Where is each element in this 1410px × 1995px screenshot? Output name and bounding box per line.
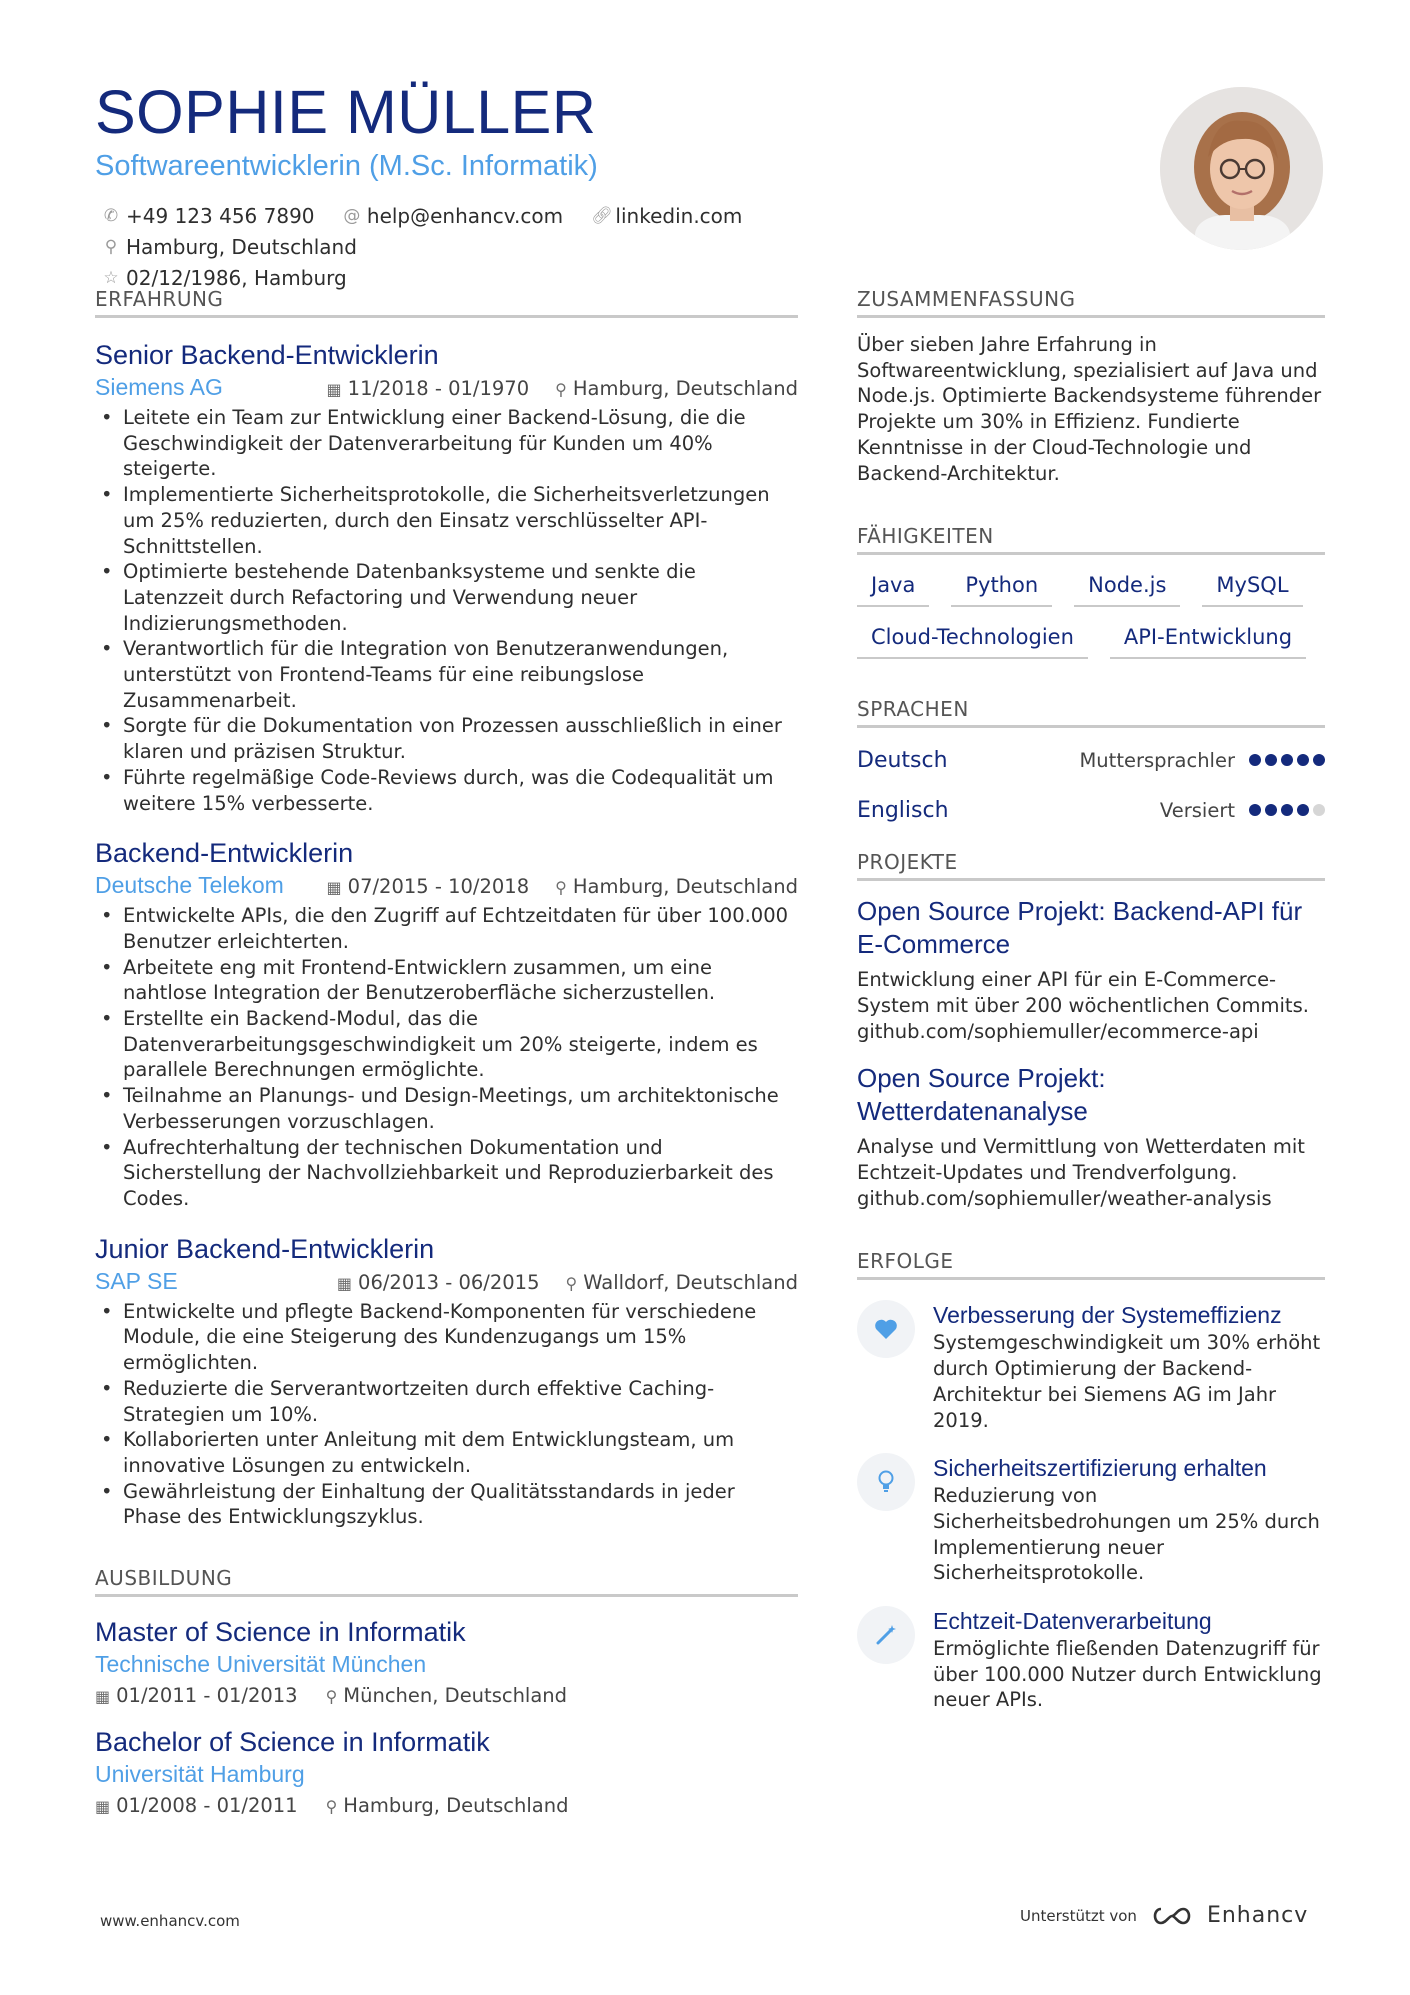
education-item (95, 1725, 798, 1817)
job-meta-details (337, 1271, 798, 1294)
rating-dots (1249, 804, 1325, 816)
at-icon: @ (343, 206, 361, 226)
skill-tag: MySQL (1202, 569, 1302, 607)
job-meta-details (327, 377, 798, 400)
contact-phone (102, 202, 315, 231)
job-bullets (95, 903, 798, 1211)
bullet-item: • Sorgte für die Dokumentation von Prozessen ausschließlich in einer klaren und präzisen Struktur. (95, 713, 798, 764)
language-name: Deutsch (857, 747, 948, 773)
language-item (857, 792, 1325, 828)
rating-dot (1297, 804, 1309, 816)
rating-dot (1265, 754, 1277, 766)
rating-dot (1313, 754, 1325, 766)
phone-text: +49 123 456 7890 (126, 204, 315, 228)
rating-dot (1249, 754, 1261, 766)
contact-info (102, 200, 1032, 293)
skill-tag: Node.js (1074, 569, 1180, 607)
rating-dot (1249, 804, 1261, 816)
calendar-icon: ▦ (326, 878, 342, 898)
job-bullets (95, 405, 798, 816)
projects-heading: PROJEKTE (857, 850, 1325, 881)
calendar-icon: ▦ (336, 1273, 353, 1293)
school-name: Technische Universität München (95, 1651, 427, 1678)
contact-location (102, 233, 357, 262)
bullet-item: • Optimierte bestehende Datenbanksysteme und senkte die Latenzzeit durch Refactoring und Verwendung neuer Indizierungsmethoden. (95, 559, 798, 636)
profile-photo (1160, 87, 1323, 250)
job-dates (337, 1271, 540, 1294)
project-title: Open Source Projekt: Backend-API für E-Commerce (857, 896, 1303, 960)
bullet-item: • Arbeitete eng mit Frontend-Entwicklern zusammen, um eine nahtlose Integration der Benutzeroberfläche sicherzustellen. (95, 955, 798, 1006)
education-dates (95, 1794, 298, 1817)
job-meta (95, 1268, 798, 1295)
job-bullets (95, 1299, 798, 1530)
job-meta (95, 374, 798, 401)
star-icon: ☆ (103, 268, 119, 288)
company-name: SAP SE (95, 1267, 178, 1294)
job-location-text: Walldorf, Deutschland (583, 1270, 798, 1294)
language-item (857, 742, 1325, 778)
skill-tag: Python (951, 569, 1052, 607)
languages-heading: SPRACHEN (857, 697, 1325, 728)
job-dates-text: 11/2018 - 01/1970 (347, 377, 530, 400)
achievement-body (933, 1606, 1325, 1713)
bullet-item: • Leitete ein Team zur Entwicklung einer Backend-Lösung, die die Geschwindigkeit der Datenverarbeitung für Kunden um 40% steigerte. (95, 405, 798, 482)
contact-email[interactable] (343, 202, 563, 231)
location-text: Hamburg, Deutschland (126, 235, 357, 259)
language-name: Englisch (857, 797, 949, 823)
language-level: Versiert (1159, 798, 1235, 822)
company-name: Deutsche Telekom (95, 872, 284, 899)
achievement-description: Ermöglichte fließenden Datenzugriff für über 100.000 Nutzer durch Entwicklung neuer APIs. (933, 1637, 1322, 1712)
bullet-item: • Führte regelmäßige Code-Reviews durch, was die Codequalität um weitere 15% verbesserte. (95, 765, 798, 816)
degree-title: Master of Science in Informatik (95, 1617, 466, 1648)
job-dates-text: 07/2015 - 10/2018 (347, 875, 530, 899)
skills-list (857, 569, 1325, 659)
bullet-item: • Gewährleistung der Einhaltung der Qualitätsstandards in jeder Phase des Entwicklungszyklus. (95, 1479, 798, 1530)
footer-brand-block (1020, 1903, 1308, 1928)
rating-dot (1281, 804, 1293, 816)
achievement-body (933, 1453, 1325, 1586)
bullet-item: • Verantwortlich für die Integration von Benutzeranwendungen, unterstützt von Frontend-Teams für eine reibungslose Zusammenarbeit. (95, 636, 798, 713)
candidate-title: Softwareentwicklerin (M.Sc. Informatik) (95, 150, 598, 182)
school-name: Universität Hamburg (95, 1761, 305, 1788)
rating-dot (1281, 754, 1293, 766)
achievement-item (857, 1606, 1325, 1713)
skill-tag: Java (857, 569, 929, 607)
achievement-title: Verbesserung der Systemeffizienz (933, 1302, 1282, 1329)
lightbulb-icon (857, 1453, 915, 1511)
location-pin-icon: ⚲ (565, 1273, 578, 1293)
rating-dot (1265, 804, 1277, 816)
calendar-icon: ▦ (326, 380, 342, 399)
rating-dot (1297, 754, 1309, 766)
experience-heading: ERFAHRUNG (95, 287, 798, 318)
achievement-title: Echtzeit-Datenverarbeitung (933, 1608, 1212, 1635)
bullet-item: • Teilnahme an Planungs- und Design-Meetings, um architektonische Verbesserungen vorzuschlagen. (95, 1083, 798, 1134)
magic-wand-icon-svg (874, 1623, 898, 1647)
job-meta (95, 872, 798, 899)
experience-item (95, 1232, 798, 1530)
education-location-text: Hamburg, Deutschland (343, 1794, 569, 1818)
language-proficiency (1160, 799, 1325, 822)
job-dates-text: 06/2013 - 06/2015 (358, 1270, 540, 1294)
job-title: Senior Backend-Entwicklerin (95, 340, 439, 370)
bullet-item: • Entwickelte und pflegte Backend-Komponenten für verschiedene Module, die eine Steigerung des Kundenzugangs um 15% ermöglichten. (95, 1299, 798, 1376)
footer-powered-by: Unterstützt von (1020, 1906, 1137, 1925)
achievement-body (933, 1300, 1325, 1433)
location-pin-icon: ⚲ (555, 380, 567, 399)
project-item (857, 895, 1325, 1044)
skills-heading: FÄHIGKEITEN (857, 524, 1325, 555)
education-location-text: München, Deutschland (343, 1684, 568, 1708)
right-column (857, 287, 1325, 1713)
achievement-description: Systemgeschwindigkeit um 30% erhöht durch Optimierung der Backend-Architektur bei Siemens AG im Jahr 2019. (933, 1331, 1321, 1432)
language-proficiency (1079, 749, 1325, 772)
bullet-item: • Aufrechterhaltung der technischen Dokumentation und Sicherstellung der Nachvollziehbarkeit und Reproduzierbarkeit des Codes. (95, 1135, 798, 1212)
achievement-title: Sicherheitszertifizierung erhalten (933, 1455, 1267, 1482)
project-title: Open Source Projekt: Wetterdatenanalyse (857, 1063, 1106, 1127)
education-heading: AUSBILDUNG (95, 1566, 798, 1597)
candidate-name: SOPHIE MÜLLER (95, 78, 597, 146)
skill-tag: API-Entwicklung (1110, 621, 1306, 659)
company-name: Siemens AG (95, 374, 223, 400)
birth-text: 02/12/1986, Hamburg (126, 266, 347, 290)
left-column (95, 287, 798, 1817)
bullet-item: • Entwickelte APIs, die den Zugriff auf Echtzeitdaten für über 100.000 Benutzer erleichterten. (95, 903, 798, 954)
bullet-item: • Erstellte ein Backend-Modul, das die Datenverarbeitungsgeschwindigkeit um 20% steigerte, indem es parallele Berechnungen ermöglichte. (95, 1006, 798, 1083)
contact-linkedin[interactable] (591, 202, 742, 231)
education-item (95, 1615, 798, 1707)
achievements-heading: ERFOLGE (857, 1249, 1325, 1280)
job-location (566, 1271, 799, 1294)
rating-dot (1313, 804, 1325, 816)
job-location-text: Hamburg, Deutschland (572, 377, 798, 400)
magic-wand-icon (857, 1606, 915, 1664)
language-level: Muttersprachler (1079, 748, 1235, 772)
bullet-item: • Reduzierte die Serverantwortzeiten durch effektive Caching-Strategien um 10%. (95, 1376, 798, 1427)
location-pin-icon: ⚲ (325, 1797, 338, 1817)
job-location (555, 875, 798, 898)
enhancv-logo-icon (1149, 1905, 1195, 1927)
project-description: Analyse und Vermittlung von Wetterdaten mit Echtzeit-Updates und Trendverfolgung. github.com/sophiemuller/weather-analysis (857, 1135, 1305, 1210)
project-description: Entwicklung einer API für ein E-Commerce-System mit über 200 wöchentlichen Commits. github.com/sophiemuller/ecommerce-api (857, 968, 1309, 1043)
education-dates-text: 01/2008 - 01/2011 (116, 1794, 298, 1818)
education-dates-text: 01/2011 - 01/2013 (116, 1684, 298, 1708)
degree-title: Bachelor of Science in Informatik (95, 1727, 490, 1758)
email-text[interactable]: help@enhancv.com (366, 204, 564, 228)
experience-item (95, 338, 798, 816)
summary-text: Über sieben Jahre Erfahrung in Softwareentwicklung, spezialisiert auf Java und Node.js. Optimierte Backendsysteme führender Projekte um 30% in Effizienz. Fundierte Kenntnisse in der Cloud-Technologie und Backend-Architektur. (857, 333, 1322, 485)
achievement-item (857, 1453, 1325, 1586)
education-meta (95, 1794, 798, 1817)
achievement-description: Reduzierung von Sicherheitsbedrohungen um 25% durch Implementierung neuer Sicherheitsprotokolle. (933, 1484, 1320, 1585)
footer-brand-name: Enhancv (1206, 1903, 1309, 1928)
job-dates (327, 875, 530, 898)
rating-dots (1249, 754, 1325, 766)
location-pin-icon: ⚲ (555, 878, 567, 898)
phone-icon: ✆ (103, 206, 119, 226)
achievement-item (857, 1300, 1325, 1433)
job-location (555, 377, 798, 400)
skill-tag: Cloud-Technologien (857, 621, 1088, 659)
heart-icon (857, 1300, 915, 1358)
footer-website[interactable]: www.enhancv.com (100, 1912, 240, 1930)
calendar-icon: ▦ (95, 1797, 111, 1817)
education-location (326, 1684, 567, 1707)
portrait-image (1160, 87, 1323, 250)
education-meta (95, 1684, 798, 1707)
job-dates (327, 377, 530, 400)
experience-item (95, 836, 798, 1211)
linkedin-text[interactable]: linkedin.com (615, 204, 743, 228)
job-title: Backend-Entwicklerin (95, 838, 354, 869)
link-icon: 🔗︎ (591, 206, 614, 226)
job-meta-details (327, 875, 798, 898)
education-dates (95, 1684, 298, 1707)
job-title: Junior Backend-Entwicklerin (95, 1233, 435, 1264)
lightbulb-icon-svg (877, 1470, 895, 1494)
job-location-text: Hamburg, Deutschland (572, 875, 798, 899)
location-pin-icon: ⚲ (325, 1687, 338, 1707)
heart-icon-svg (874, 1318, 898, 1340)
project-item (857, 1062, 1325, 1211)
calendar-icon: ▦ (95, 1687, 111, 1707)
summary-heading: ZUSAMMENFASSUNG (857, 287, 1325, 318)
location-pin-icon: ⚲ (104, 237, 118, 257)
education-location (326, 1794, 569, 1817)
bullet-item: • Kollaborierten unter Anleitung mit dem Entwicklungsteam, um innovative Lösungen zu entwickeln. (95, 1427, 798, 1478)
bullet-item: • Implementierte Sicherheitsprotokolle, die Sicherheitsverletzungen um 25% reduzierten, durch den Einsatz verschlüsselter API-Schnittstellen. (95, 482, 798, 559)
